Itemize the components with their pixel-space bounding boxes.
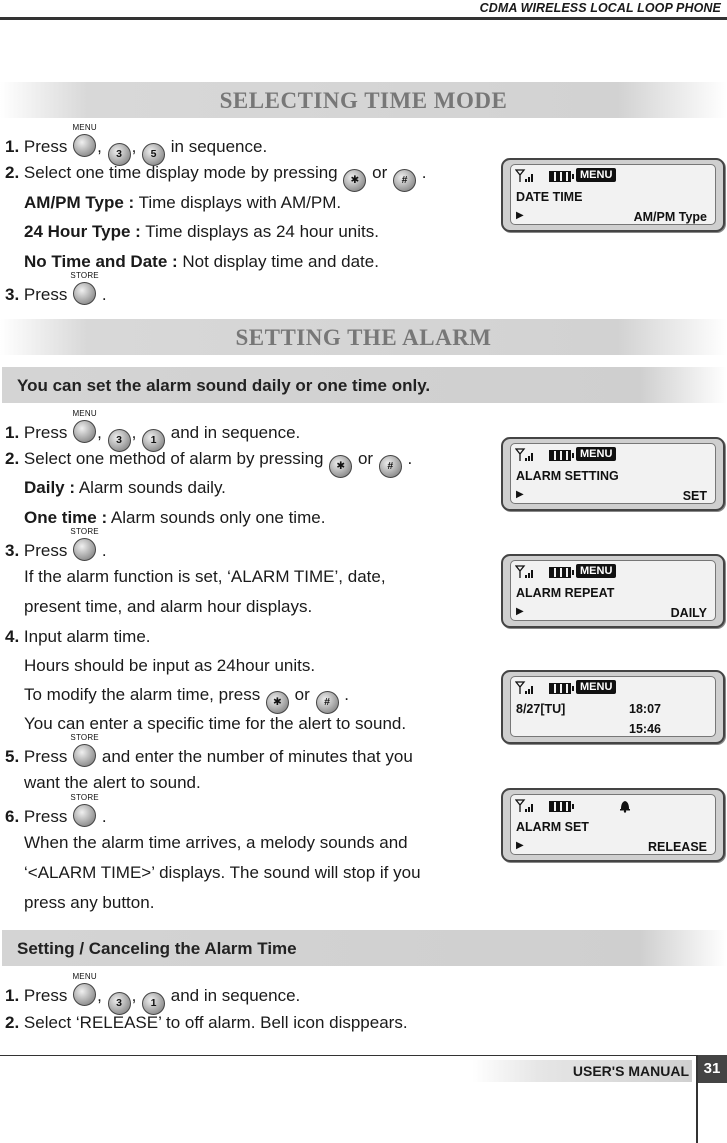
arrow-icon: ▶	[516, 606, 524, 617]
step-detail: If the alarm function is set, ‘ALARM TIME’, date,	[24, 567, 386, 586]
subsection-banner	[2, 930, 727, 966]
section-title: SETTING THE ALARM	[235, 325, 492, 350]
store-key-icon: STORE	[73, 744, 96, 767]
option-ampm: AM/PM Type : Time displays with AM/PM.	[24, 193, 342, 212]
section-banner-alarm	[0, 319, 727, 355]
screen-line: DATE TIME	[516, 190, 583, 204]
battery-icon	[549, 450, 571, 461]
arrow-icon: ▶	[516, 840, 524, 851]
store-key-icon: STORE	[73, 282, 96, 305]
screen-value: AM/PM Type	[633, 210, 707, 224]
screen-line: ALARM SETTING	[516, 469, 619, 483]
signal-icon	[515, 799, 537, 813]
section-title: SELECTING TIME MODE	[219, 88, 508, 113]
step-detail: You can enter a specific time for the alert to sound.	[24, 714, 407, 733]
step-line: 2. Select ‘RELEASE’ to off alarm. Bell icon disppears.	[5, 1013, 408, 1032]
hash-key-icon: #	[316, 691, 339, 714]
step-line: 3. Press STORE .	[5, 527, 107, 560]
footer-rule	[0, 1055, 697, 1056]
battery-icon	[549, 567, 571, 578]
menu-badge: MENU	[576, 447, 616, 461]
screen-alarm-time: 15:46	[629, 722, 661, 736]
screen-value: RELEASE	[647, 840, 707, 854]
bell-icon	[619, 799, 631, 813]
lcd-screen-alarm-time	[501, 670, 725, 744]
menu-key-icon: MENU	[73, 134, 96, 157]
step-line: 2. Select one time display mode by pressing ✱ or # .	[5, 163, 426, 192]
store-key-icon: STORE	[73, 538, 96, 561]
step-line: 5. Press STORE and enter the number of minutes that you	[5, 733, 413, 766]
screen-date: 8/27[TU]	[516, 702, 566, 716]
screen-current-time: 18:07	[629, 702, 661, 716]
step-detail: To modify the alarm time, press ✱ or # .	[24, 685, 349, 714]
step-detail: press any button.	[24, 893, 155, 912]
footer-vertical-rule	[696, 1055, 698, 1143]
step-detail: When the alarm time arrives, a melody sounds and	[24, 833, 408, 852]
footer-manual-label: USER'S MANUAL	[572, 1063, 689, 1079]
option-onetime: One time : Alarm sounds only one time.	[24, 508, 326, 527]
section-banner-time-mode	[0, 82, 727, 118]
subsection-title: You can set the alarm sound daily or one time only.	[17, 376, 431, 395]
screen-value: DAILY	[670, 606, 707, 620]
option-notime: No Time and Date : Not display time and date.	[24, 252, 379, 271]
step-line: 1. Press MENU , 3 , 5 in sequence.	[5, 134, 267, 166]
signal-icon	[515, 448, 537, 462]
key-1-icon: 1	[142, 429, 165, 452]
step-line: 1. Press MENU , 3 , 1 and in sequence.	[5, 420, 300, 452]
step-line: 6. Press STORE .	[5, 793, 107, 826]
lcd-screen-alarm-repeat	[501, 554, 725, 628]
key-3-icon: 3	[108, 143, 131, 166]
menu-badge: MENU	[576, 168, 616, 182]
hash-key-icon: #	[393, 169, 416, 192]
header-rule	[0, 17, 727, 20]
step-line: 1. Press MENU , 3 , 1 and in sequence.	[5, 983, 300, 1015]
star-key-icon: ✱	[343, 169, 366, 192]
option-daily: Daily : Alarm sounds daily.	[24, 478, 226, 497]
menu-badge: MENU	[576, 680, 616, 694]
lcd-screen-date-time	[501, 158, 725, 232]
star-key-icon: ✱	[329, 455, 352, 478]
page-number: 31	[697, 1055, 727, 1083]
battery-icon	[549, 801, 571, 812]
star-key-icon: ✱	[266, 691, 289, 714]
option-24h: 24 Hour Type : Time displays as 24 hour units.	[24, 222, 379, 241]
key-3-icon: 3	[108, 992, 131, 1015]
screen-value: SET	[682, 489, 707, 503]
step-detail: Hours should be input as 24hour units.	[24, 656, 316, 675]
battery-icon	[549, 683, 571, 694]
hash-key-icon: #	[379, 455, 402, 478]
battery-icon	[549, 171, 571, 182]
signal-icon	[515, 565, 537, 579]
step-detail: present time, and alarm hour displays.	[24, 597, 313, 616]
screen-line: ALARM REPEAT	[516, 586, 615, 600]
menu-key-icon: MENU	[73, 420, 96, 443]
subsection-title: Setting / Canceling the Alarm Time	[17, 939, 297, 958]
step-line: 3. Press STORE .	[5, 271, 107, 304]
step-detail: ‘<ALARM TIME>’ displays. The sound will stop if you	[24, 863, 421, 882]
signal-icon	[515, 169, 537, 183]
arrow-icon: ▶	[516, 210, 524, 221]
arrow-icon: ▶	[516, 489, 524, 500]
header-title: CDMA WIRELESS LOCAL LOOP PHONE	[479, 1, 721, 15]
lcd-screen-alarm-setting	[501, 437, 725, 511]
step-line: 4. Input alarm time.	[5, 627, 151, 646]
screen-line: ALARM SET	[516, 820, 589, 834]
subsection-banner	[2, 367, 727, 403]
key-5-icon: 5	[142, 143, 165, 166]
store-key-icon: STORE	[73, 804, 96, 827]
footer-manual-band	[472, 1060, 692, 1082]
menu-badge: MENU	[576, 564, 616, 578]
step-line: 2. Select one method of alarm by pressing ✱ or # .	[5, 449, 412, 478]
lcd-screen-alarm-set	[501, 788, 725, 862]
step-detail: want the alert to sound.	[24, 773, 201, 792]
menu-key-icon: MENU	[73, 983, 96, 1006]
key-1-icon: 1	[142, 992, 165, 1015]
signal-icon	[515, 681, 537, 695]
key-3-icon: 3	[108, 429, 131, 452]
